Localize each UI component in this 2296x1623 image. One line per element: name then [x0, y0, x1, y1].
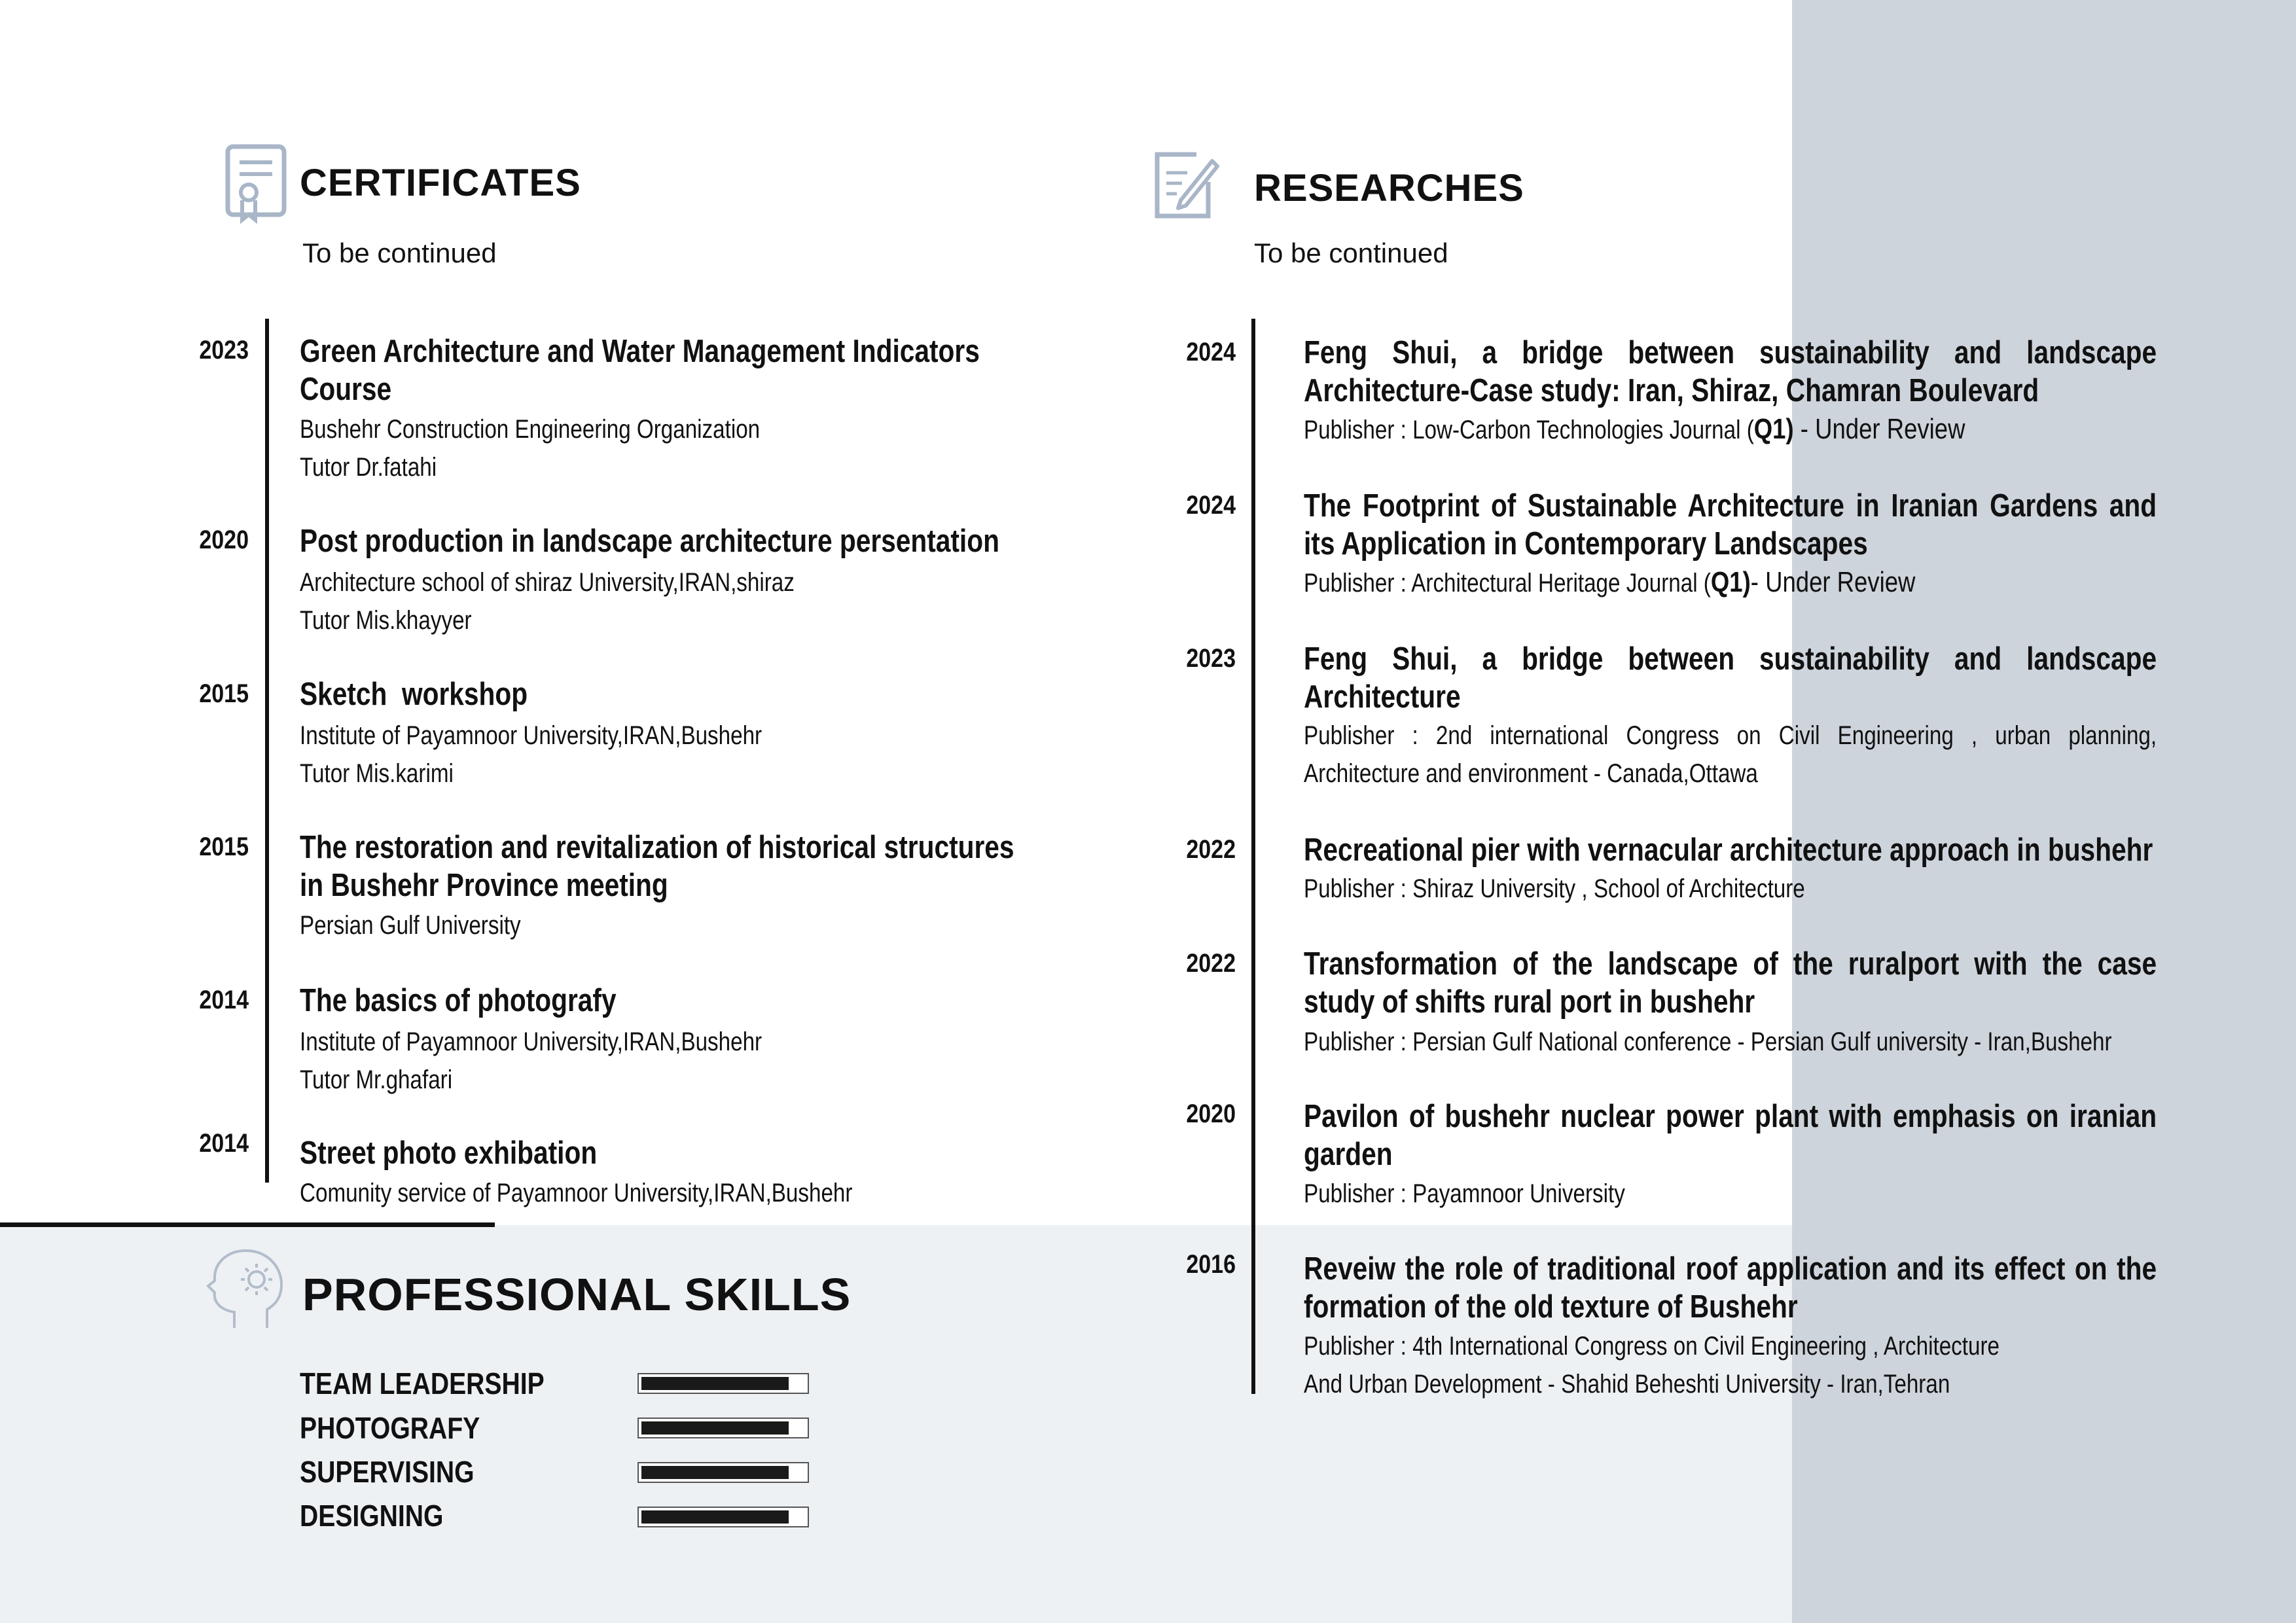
skill-fill [641, 1377, 789, 1390]
certificates-continued: To be continued [302, 238, 497, 268]
skill-fill [641, 1510, 789, 1524]
research-title: Reveiw the role of traditional roof application and its effect on the formation of the old texture of Bushehr [1304, 1251, 2157, 1325]
research-publisher: Publisher : 2nd international Congress on Civil Engineering , urban planning, Architecture and environment - Canada,Ottawa [1304, 721, 2157, 788]
research-title: Feng Shui, a bridge between sustainability and landscape Architecture [1304, 641, 2157, 715]
skill-label: SUPERVISING [300, 1455, 475, 1489]
cert-tutor: Tutor Mr.ghafari [300, 1065, 453, 1094]
cert-year: 2015 [199, 679, 249, 708]
research-year: 2022 [1186, 949, 1236, 978]
cert-tutor: Tutor Mis.karimi [300, 759, 454, 788]
research-publisher: Publisher : Persian Gulf National conference - Persian Gulf university - Iran,Bushehr [1304, 1027, 2112, 1056]
research-year: 2024 [1186, 491, 1236, 520]
edit-document-icon [1151, 149, 1220, 221]
skill-fill [641, 1421, 789, 1435]
research-year: 2020 [1186, 1099, 1236, 1128]
research-title: Transformation of the landscape of the ruralport with the case study of shifts rural port in bushehr [1304, 946, 2157, 1020]
research-publisher: Publisher : Payamnoor University [1304, 1179, 1625, 1208]
skill-bar [637, 1507, 809, 1527]
research-title: Feng Shui, a bridge between sustainability and landscape Architecture-Case study: Iran, Shiraz, Chamran Boulevard [1304, 335, 2157, 408]
research-title: The Footprint of Sustainable Architecture in Iranian Gardens and its Application in Contemporary Landscapes [1304, 488, 2157, 562]
skill-label: DESIGNING [300, 1499, 444, 1533]
cert-org: Persian Gulf University [300, 911, 521, 940]
cert-year: 2014 [199, 986, 249, 1014]
cert-org: Comunity service of Payamnoor University,IRAN,Bushehr [300, 1179, 853, 1207]
certificates-timeline [265, 319, 269, 1183]
skill-label: PHOTOGRAFY [300, 1411, 480, 1445]
cert-title: Sketch workshop [300, 677, 528, 712]
skill-bar [637, 1418, 809, 1438]
head-gear-icon [206, 1247, 291, 1330]
research-year: 2016 [1186, 1250, 1236, 1279]
research-title: Recreational pier with vernacular architecture approach in bushehr [1304, 832, 2153, 868]
section-divider [0, 1222, 495, 1227]
cert-title: The basics of photografy [300, 983, 617, 1018]
researches-title: RESEARCHES [1254, 167, 1524, 209]
research-publisher: Publisher : Low-Carbon Technologies Journal (Q1) - Under Review [1304, 413, 1965, 445]
research-year: 2024 [1186, 338, 1236, 366]
cert-org: Institute of Payamnoor University,IRAN,Bushehr [300, 1027, 762, 1056]
cert-tutor: Tutor Mis.khayyer [300, 606, 472, 635]
researches-timeline [1251, 319, 1255, 1394]
research-publisher: Publisher : Shiraz University , School of Architecture [1304, 874, 1805, 903]
cert-org: Institute of Payamnoor University,IRAN,Bushehr [300, 721, 762, 750]
skill-bar [637, 1373, 809, 1394]
research-publisher: Publisher : Architectural Heritage Journal (Q1)- Under Review [1304, 566, 1916, 598]
skill-bar [637, 1462, 809, 1483]
cert-tutor: Tutor Dr.fatahi [300, 453, 437, 482]
certificate-icon [224, 143, 289, 225]
cert-org: Architecture school of shiraz University,IRAN,shiraz [300, 568, 795, 597]
cert-year: 2014 [199, 1129, 249, 1158]
cert-org: Bushehr Construction Engineering Organization [300, 415, 761, 444]
research-title: Pavilon of bushehr nuclear power plant with emphasis on iranian garden [1304, 1099, 2157, 1172]
research-year: 2022 [1186, 835, 1236, 864]
skill-fill [641, 1466, 789, 1479]
research-year: 2023 [1186, 644, 1236, 673]
researches-continued: To be continued [1254, 238, 1448, 268]
cert-year: 2023 [199, 336, 249, 365]
skills-title: PROFESSIONAL SKILLS [302, 1269, 852, 1320]
research-publisher: Publisher : 4th International Congress on Civil Engineering , Architecture And Urban Development - Shahid Beheshti University - Iran,Tehran [1304, 1332, 2000, 1399]
skill-label: TEAM LEADERSHIP [300, 1366, 545, 1400]
cert-title: Street photo exhibation [300, 1135, 598, 1171]
cert-year: 2015 [199, 832, 249, 861]
cert-title: Post production in landscape architecture persentation [300, 524, 999, 559]
certificates-title: CERTIFICATES [300, 162, 581, 204]
cert-year: 2020 [199, 526, 249, 554]
cert-title: The restoration and revitalization of historical structures in Bushehr Province meeting [300, 830, 1014, 903]
cert-title: Green Architecture and Water Management Indicators Course [300, 334, 980, 407]
